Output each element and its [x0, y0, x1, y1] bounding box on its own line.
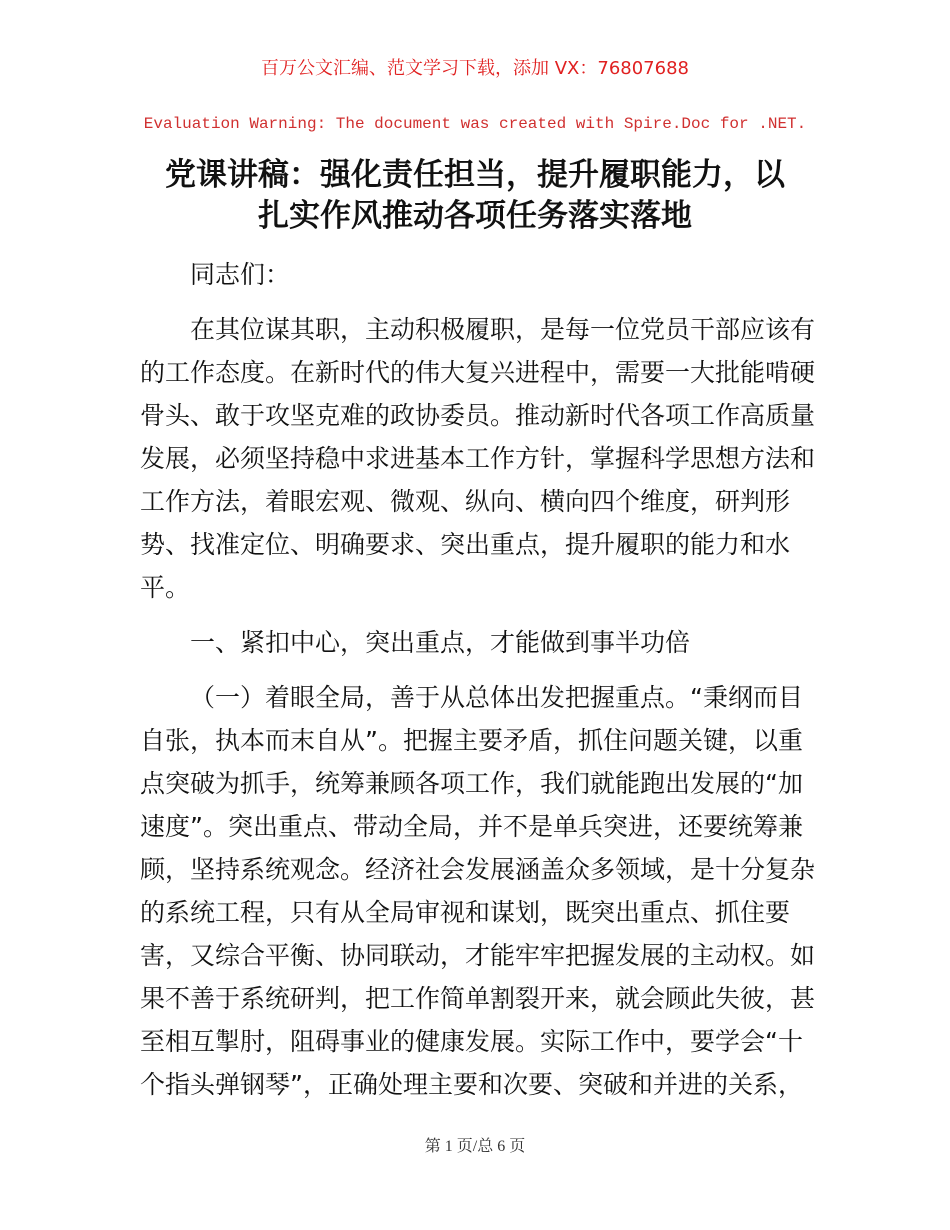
paragraph-line: 顾，坚持系统观念。经济社会发展涵盖众多领域，是十分复杂: [140, 855, 816, 884]
document-title: [100, 155, 850, 237]
paragraph-line: 的工作态度。在新时代的伟大复兴进程中，需要一大批能啃硬: [140, 358, 816, 387]
document-title-line-1: 党课讲稿：强化责任担当，提升履职能力，以: [165, 157, 785, 193]
paragraph-line: 个指头弹钢琴”，正确处理主要和次要、突破和并进的关系，: [140, 1070, 803, 1099]
document-body: [140, 253, 820, 1106]
evaluation-warning: Evaluation Warning: The document was created with Spire.Doc for .NET.: [143, 115, 807, 133]
spacer: [140, 609, 820, 621]
spacer: [140, 664, 820, 676]
paragraph-line: 果不善于系统研判，把工作简单割裂开来，就会顾此失彼，甚: [140, 984, 816, 1013]
paragraph-line: 害，又综合平衡、协同联动，才能牢牢把握发展的主动权。如: [140, 941, 816, 970]
paragraph-line: 工作方法，着眼宏观、微观、纵向、横向四个维度，研判形: [140, 487, 791, 516]
spacer: [140, 296, 820, 308]
paragraph-line: 势、找准定位、明确要求、突出重点，提升履职的能力和水: [140, 530, 791, 559]
header-banner: 百万公文汇编、范文学习下载，添加 VX：76807688: [261, 58, 689, 79]
document-title-line-2: 扎实作风推动各项任务落实落地: [258, 198, 692, 234]
paragraph-line: 点突破为抓手，统筹兼顾各项工作，我们就能跑出发展的“加: [140, 769, 803, 798]
paragraph-line: 至相互掣肘，阻碍事业的健康发展。实际工作中，要学会“十: [140, 1027, 803, 1056]
paragraph-line: 自张，执本而末自从”。把握主要矛盾，抓住问题关键，以重: [140, 726, 803, 755]
paragraph-line: 的系统工程，只有从全局审视和谋划，既突出重点、抓住要: [140, 898, 791, 927]
salutation: 同志们：: [190, 260, 291, 289]
paragraph-line: 发展，必须坚持稳中求进基本工作方针，掌握科学思想方法和: [140, 444, 816, 473]
page-number-footer: 第 1 页/总 6 页: [424, 1138, 526, 1155]
paragraph-line: 速度”。突出重点、带动全局，并不是单兵突进，还要统筹兼: [140, 812, 803, 841]
paragraph-line: 骨头、敢于攻坚克难的政协委员。推动新时代各项工作高质量: [140, 401, 816, 430]
paragraph-line: 在其位谋其职，主动积极履职，是每一位党员干部应该有: [190, 315, 816, 344]
section-heading: 一、紧扣中心，突出重点，才能做到事半功倍: [190, 628, 691, 657]
paragraph-line: （一）着眼全局，善于从总体出发把握重点。“秉纲而目: [190, 683, 803, 712]
paragraph-line: 平。: [140, 573, 191, 602]
